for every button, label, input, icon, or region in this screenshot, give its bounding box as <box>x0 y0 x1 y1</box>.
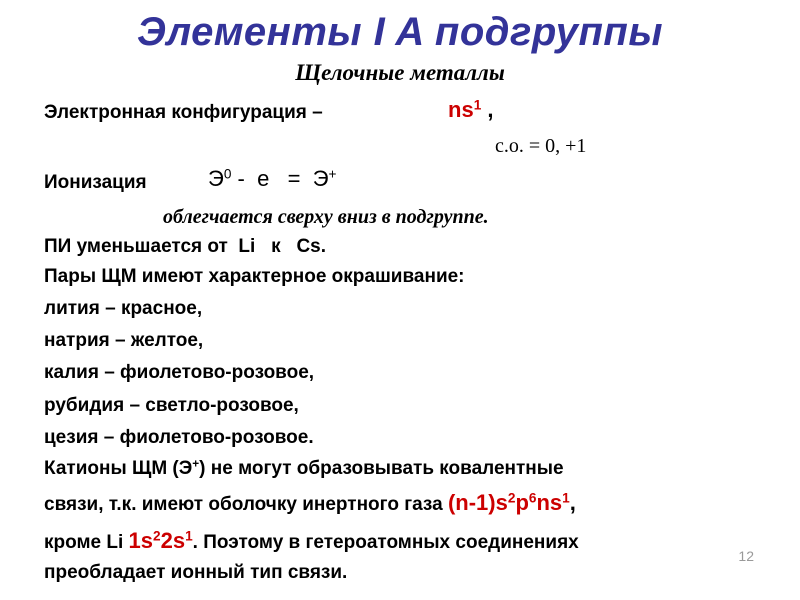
shell-formula <box>448 490 570 515</box>
e0-sup: 0 <box>223 166 232 182</box>
li-s2: 1 <box>185 528 193 544</box>
ionization-middle: - е = Э <box>237 166 329 191</box>
ionization-label: Ионизация <box>44 172 147 193</box>
slide-subtitle: Щелочные металлы <box>295 60 505 85</box>
cations-line-2 <box>44 490 576 516</box>
li-f2: 2s <box>160 528 186 553</box>
text-line: Пары ЩМ имеют характерное окрашивание: <box>44 266 465 287</box>
shell-s3: 1 <box>562 490 570 506</box>
cations-line2-post: , <box>569 490 576 515</box>
e0-base: Э <box>208 166 224 191</box>
cations-line-3 <box>44 528 579 554</box>
text-line: цезия – фиолетово-розовое. <box>44 427 314 448</box>
cations-line1-post: ) не могут образовывать ковалентные <box>199 458 564 479</box>
shell-s2: 6 <box>528 490 537 506</box>
shell-f3: ns <box>536 490 563 515</box>
shell-f2: p <box>515 490 529 515</box>
config-formula-base: ns <box>448 97 474 122</box>
shell-s1: 2 <box>507 490 516 506</box>
cations-line-1 <box>44 458 564 480</box>
config-formula-tail: , <box>487 97 494 122</box>
cations-line1-pre: Катионы ЩМ (Э <box>44 458 193 479</box>
oxidation-states: с.о. = 0, +1 <box>495 135 587 157</box>
cations-line1-sup: + <box>192 457 200 471</box>
cations-line3-pre: кроме Li <box>44 532 124 553</box>
ionization-equation <box>208 166 337 192</box>
ionization-note: облегчается сверху вниз в подгруппе. <box>163 206 489 228</box>
text-line: рубидия – светло-розовое, <box>44 395 299 416</box>
li-formula <box>129 528 193 553</box>
cations-line-4: преобладает ионный тип связи. <box>44 562 348 583</box>
shell-f1: (n-1)s <box>447 490 508 515</box>
text-line: натрия – желтое, <box>44 330 204 351</box>
config-label: Электронная конфигурация – <box>44 102 323 123</box>
li-f1: 1s <box>128 528 154 553</box>
text-line: калия – фиолетово-розовое, <box>44 362 315 383</box>
page-number: 12 <box>738 548 754 564</box>
config-formula-sup: 1 <box>473 97 482 113</box>
text-line: ПИ уменьшается от Li к Cs. <box>44 236 327 257</box>
e-plus-sup: + <box>328 166 337 182</box>
slide-title: Элементы I A подгруппы <box>136 10 664 54</box>
li-s1: 2 <box>153 528 161 544</box>
text-line: лития – красное, <box>44 298 203 319</box>
cations-line2-pre: связи, т.к. имеют оболочку инертного газа <box>44 494 443 515</box>
config-formula <box>448 97 494 123</box>
cations-line3-post: . Поэтому в гетероатомных соединениях <box>192 532 579 553</box>
